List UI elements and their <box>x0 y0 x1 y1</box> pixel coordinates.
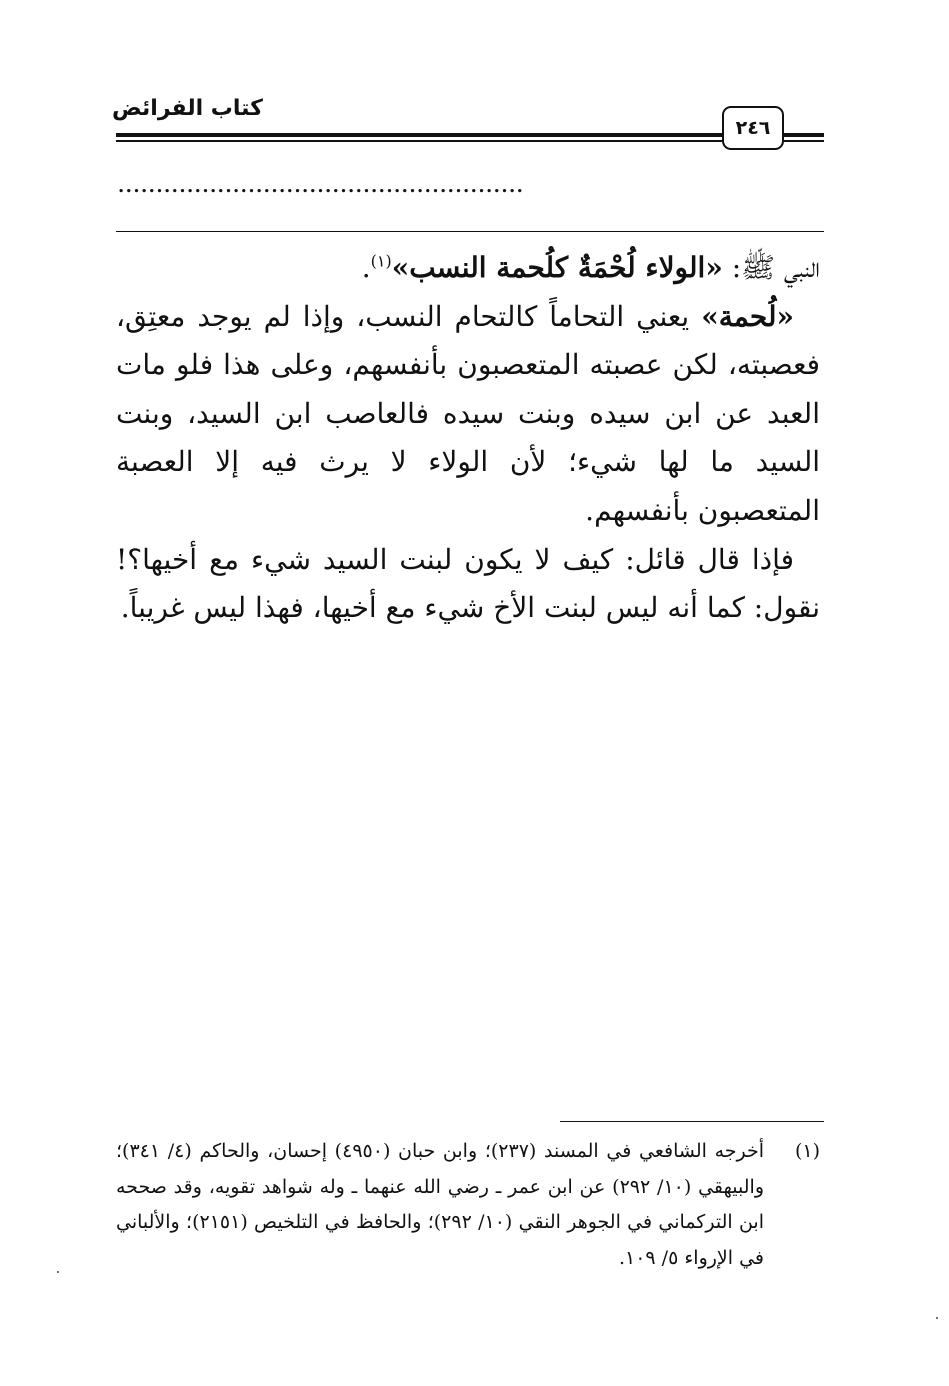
header-rule-thick-right <box>784 133 824 137</box>
scan-speck <box>57 1271 59 1273</box>
hadith-quote: «الولاء لُحْمَةٌ كلُحمة النسب» <box>391 251 723 284</box>
paragraph-2 <box>116 293 820 536</box>
omission-dots: ..................................................... <box>118 176 525 197</box>
main-text <box>116 244 820 633</box>
term-lohma: «لُحمة» <box>701 299 794 333</box>
header-rule-thin-left <box>116 140 722 142</box>
p2-text: يعني التحاماً كالتحام النسب، وإذا لم يوجد معتِق، فعصبته، لكن عصبته المتعصبون بأنفسهم، وعلى هذا فلو مات العبد عن ابن سيده وبنت سيده فالعاصب ابن السيد، وبنت السيد ما لها شيء؛ لأن الولاء لا يرث فيه إلا العصبة المتعصبون بأنفسهم. <box>116 299 820 527</box>
footnote-item <box>116 1134 820 1276</box>
scan-speck <box>936 1317 938 1319</box>
footnote-rule <box>560 1121 824 1122</box>
header-rule-thin-right <box>784 140 824 142</box>
p1-end: . <box>361 251 371 284</box>
paragraph-3 <box>116 536 820 633</box>
footnote-number: (١) <box>794 1140 820 1162</box>
p1-prefix: النبي ﷺ: <box>722 251 820 284</box>
body-top-rule <box>116 231 824 232</box>
page-number: ٢٤٦ <box>722 106 784 150</box>
paragraph-1 <box>116 244 820 293</box>
footnote-text: أخرجه الشافعي في المسند (٢٣٧)؛ وابن حبان (٤٩٥٠) إحسان، والحاكم (٤/ ٣٤١)؛ والبيهقي (١٠/ ٢٩٢) عن ابن عمر ـ رضي الله عنهما ـ وله شواهد تقويه، وقد صححه ابن التركماني في الجوهر النقي (١٠/ ٢٩٢)؛ والحافظ في التلخيص (٢١٥١)؛ والألباني في الإرواء ٥/ ١٠٩. <box>116 1140 765 1269</box>
header-rule-thick-left <box>116 133 722 137</box>
p3-text: فإذا قال قائل: كيف لا يكون لبنت السيد شيء مع أخيها؟! نقول: كما أنه ليس لبنت الأخ شيء مع أخيها، فهذا ليس غريباً. <box>116 542 820 625</box>
footnote-ref: (١) <box>370 251 392 271</box>
footnotes <box>116 1134 820 1276</box>
book-title: كتاب الفرائض <box>112 96 263 121</box>
